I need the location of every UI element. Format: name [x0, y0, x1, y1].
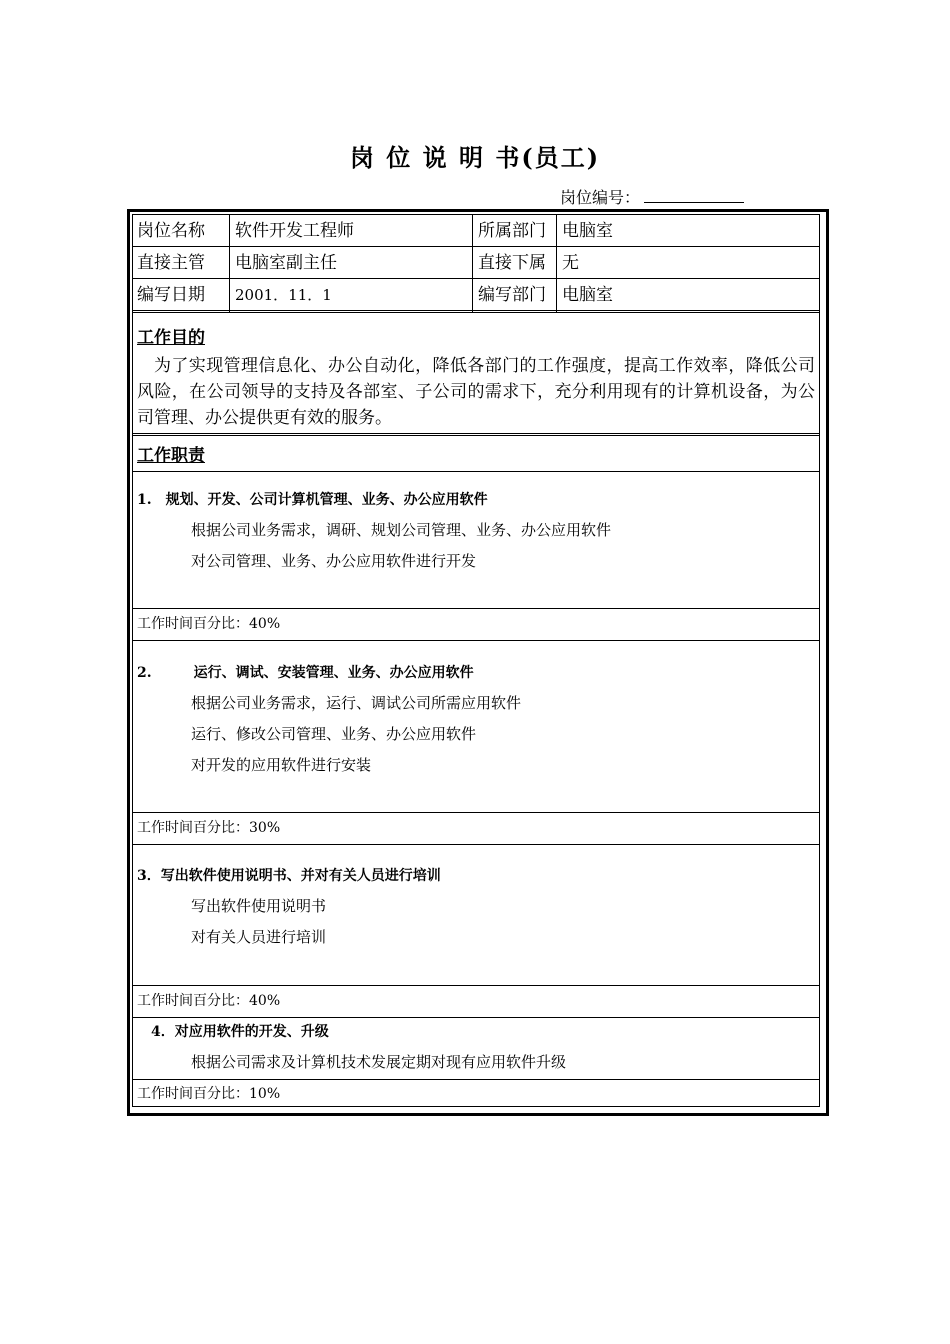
grid-line: [133, 640, 819, 641]
duties-heading: 工作职责: [137, 446, 205, 466]
list-item-text: 根据公司业务需求，运行、调试公司所需应用软件: [191, 694, 522, 712]
job-description-form: [127, 209, 829, 1116]
list-item: [161, 551, 476, 571]
list-item: [161, 520, 611, 540]
value-post-name: 软件开发工程师: [235, 221, 354, 241]
duty-title: 3．写出软件使用说明书、并对有关人员进行培训: [137, 868, 441, 884]
post-number-blank: [644, 184, 744, 203]
label-supervisor: 直接主管: [137, 253, 205, 273]
list-item: [161, 1052, 566, 1072]
form-inner: [132, 214, 820, 1107]
list-item-text: 根据公司需求及计算机技术发展定期对现有应用软件升级: [191, 1053, 567, 1071]
post-number-label: 岗位编号：: [560, 188, 641, 207]
double-rule: [133, 433, 819, 436]
value-author-dept: 电脑室: [562, 285, 613, 305]
list-item-text: 运行、修改公司管理、业务、办公应用软件: [191, 725, 477, 743]
list-item-text: 根据公司业务需求，调研、规划公司管理、业务、办公应用软件: [191, 521, 612, 539]
label-author-dept: 编写部门: [478, 285, 546, 305]
list-item-text: 对公司管理、业务、办公应用软件进行开发: [191, 552, 477, 570]
purpose-heading: 工作目的: [137, 328, 205, 348]
list-item: [161, 755, 371, 775]
grid-line: [133, 812, 819, 813]
grid-line: [133, 608, 819, 609]
list-item-text: 对有关人员进行培训: [191, 928, 327, 946]
purpose-text: 为了实现管理信息化、办公自动化，降低各部门的工作强度，提高工作效率，降低公司风险，在公司领导的支持及各部室、子公司的需求下，充分利用现有的计算机设备，为公司管理、办公提供更有效的服务。: [137, 356, 815, 428]
duty-title: 4．对应用软件的开发、升级: [137, 1024, 329, 1040]
label-department: 所属部门: [478, 221, 546, 241]
time-percent: 工作时间百分比：40%: [137, 993, 281, 1009]
time-percent: 工作时间百分比：30%: [137, 820, 281, 836]
grid-line: [472, 215, 473, 313]
list-item: [161, 693, 521, 713]
grid-line: [133, 1079, 819, 1080]
grid-line: [229, 215, 230, 313]
grid-line: [133, 1017, 819, 1018]
list-item: [161, 896, 326, 916]
label-post-name: 岗位名称: [137, 221, 205, 241]
list-item-text: 对开发的应用软件进行安装: [191, 756, 372, 774]
grid-line: [133, 844, 819, 845]
grid-line: [133, 471, 819, 472]
value-subordinate: 无: [562, 253, 579, 273]
time-percent: 工作时间百分比：10%: [137, 1086, 281, 1102]
time-percent: 工作时间百分比：40%: [137, 616, 281, 632]
label-subordinate: 直接下属: [478, 253, 546, 273]
post-number-field: [560, 184, 810, 208]
label-date: 编写日期: [137, 285, 205, 305]
grid-line: [133, 985, 819, 986]
list-item: [161, 927, 326, 947]
value-department: 电脑室: [562, 221, 613, 241]
duty-title: 2. 运行、调试、安装管理、业务、办公应用软件: [137, 665, 474, 681]
grid-line: [556, 215, 557, 313]
duty-title: 1. 规划、开发、公司计算机管理、业务、办公应用软件: [137, 492, 488, 508]
value-date: 2001．11．1: [235, 286, 332, 304]
list-item: [161, 724, 476, 744]
list-item-text: 写出软件使用说明书: [191, 897, 327, 915]
document-title: 岗 位 说 明 书(员工): [349, 143, 601, 172]
value-supervisor: 电脑室副主任: [235, 253, 337, 273]
